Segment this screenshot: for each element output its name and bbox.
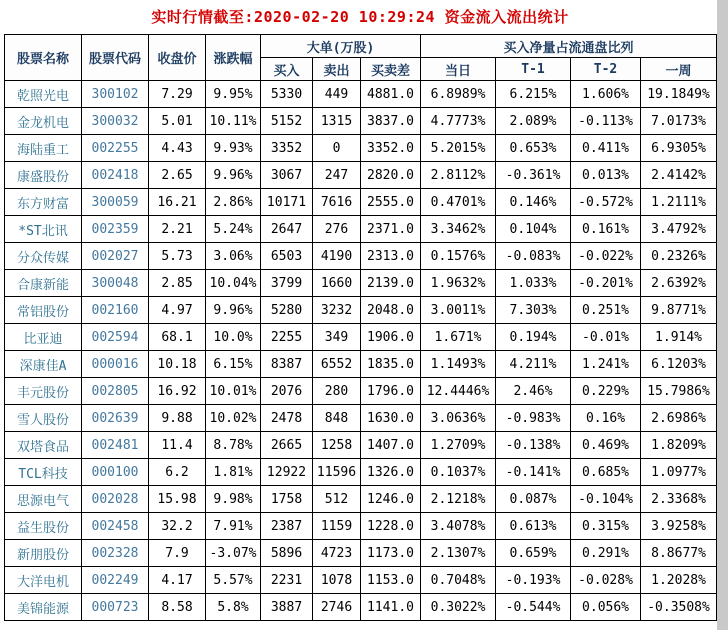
cell-week: 1.8209% bbox=[641, 432, 717, 459]
cell-name: 思源电气 bbox=[5, 486, 82, 513]
cell-code: 300059 bbox=[82, 189, 149, 216]
cell-t1: -0.193% bbox=[496, 567, 571, 594]
cell-t2: 0.056% bbox=[571, 594, 641, 621]
cell-diff: 2139.0 bbox=[361, 270, 421, 297]
cell-name: TCL科技 bbox=[5, 459, 82, 486]
cell-week: 7.0173% bbox=[641, 108, 717, 135]
cell-code: 002805 bbox=[82, 378, 149, 405]
cell-t1: 2.46% bbox=[496, 378, 571, 405]
cell-buy: 3352 bbox=[261, 135, 313, 162]
page-title: 实时行情截至:2020-02-20 10:29:24 资金流入流出统计 bbox=[151, 8, 569, 26]
cell-code: 002481 bbox=[82, 432, 149, 459]
cell-sell: 247 bbox=[313, 162, 361, 189]
header-change-pct: 涨跌幅 bbox=[206, 35, 261, 81]
cell-week: 6.9305% bbox=[641, 135, 717, 162]
cell-t2: 1.606% bbox=[571, 81, 641, 108]
cell-week: 2.3368% bbox=[641, 486, 717, 513]
cell-buy: 2478 bbox=[261, 405, 313, 432]
cell-close: 10.18 bbox=[149, 351, 206, 378]
cell-day: 2.1307% bbox=[421, 540, 496, 567]
cell-code: 002027 bbox=[82, 243, 149, 270]
table-row[interactable] bbox=[5, 513, 717, 540]
cell-change: 9.96% bbox=[206, 162, 261, 189]
cell-close: 2.21 bbox=[149, 216, 206, 243]
cell-name: 益生股份 bbox=[5, 513, 82, 540]
cell-diff: 1796.0 bbox=[361, 378, 421, 405]
cell-t1: 4.211% bbox=[496, 351, 571, 378]
cell-name: 常铝股份 bbox=[5, 297, 82, 324]
stock-table bbox=[4, 34, 717, 621]
cell-day: 0.7048% bbox=[421, 567, 496, 594]
table-row[interactable] bbox=[5, 486, 717, 513]
table-body bbox=[5, 81, 717, 621]
cell-name: *ST北讯 bbox=[5, 216, 82, 243]
table-row[interactable] bbox=[5, 81, 717, 108]
cell-t2: 0.161% bbox=[571, 216, 641, 243]
cell-diff: 1153.0 bbox=[361, 567, 421, 594]
cell-t1: 0.087% bbox=[496, 486, 571, 513]
table-row[interactable] bbox=[5, 459, 717, 486]
cell-week: 2.6392% bbox=[641, 270, 717, 297]
cell-buy: 3067 bbox=[261, 162, 313, 189]
table-row[interactable] bbox=[5, 135, 717, 162]
cell-t1: -0.083% bbox=[496, 243, 571, 270]
cell-t2: 0.013% bbox=[571, 162, 641, 189]
table-row[interactable] bbox=[5, 108, 717, 135]
cell-t1: 0.146% bbox=[496, 189, 571, 216]
cell-buy: 2665 bbox=[261, 432, 313, 459]
cell-change: 9.93% bbox=[206, 135, 261, 162]
cell-t2: -0.113% bbox=[571, 108, 641, 135]
cell-week: 3.9258% bbox=[641, 513, 717, 540]
table-row[interactable] bbox=[5, 378, 717, 405]
header-sell: 卖出 bbox=[313, 58, 361, 81]
cell-buy: 10171 bbox=[261, 189, 313, 216]
cell-close: 4.17 bbox=[149, 567, 206, 594]
cell-name: 金龙机电 bbox=[5, 108, 82, 135]
cell-close: 4.97 bbox=[149, 297, 206, 324]
cell-change: 7.91% bbox=[206, 513, 261, 540]
cell-t2: 0.685% bbox=[571, 459, 641, 486]
cell-close: 5.73 bbox=[149, 243, 206, 270]
cell-t2: -0.022% bbox=[571, 243, 641, 270]
cell-sell: 11596 bbox=[313, 459, 361, 486]
cell-change: 10.11% bbox=[206, 108, 261, 135]
cell-code: 002028 bbox=[82, 486, 149, 513]
cell-close: 2.85 bbox=[149, 270, 206, 297]
cell-sell: 1159 bbox=[313, 513, 361, 540]
cell-sell: 276 bbox=[313, 216, 361, 243]
cell-week: 2.4142% bbox=[641, 162, 717, 189]
table-row[interactable] bbox=[5, 405, 717, 432]
cell-change: 10.04% bbox=[206, 270, 261, 297]
cell-week: 1.2028% bbox=[641, 567, 717, 594]
cell-sell: 1660 bbox=[313, 270, 361, 297]
cell-diff: 3837.0 bbox=[361, 108, 421, 135]
cell-diff: 1326.0 bbox=[361, 459, 421, 486]
cell-week: 8.8677% bbox=[641, 540, 717, 567]
cell-day: 1.9632% bbox=[421, 270, 496, 297]
cell-sell: 1315 bbox=[313, 108, 361, 135]
cell-t2: -0.104% bbox=[571, 486, 641, 513]
cell-t2: 1.241% bbox=[571, 351, 641, 378]
header-group-net-buy-ratio: 买入净量占流通盘比列 bbox=[421, 35, 717, 58]
cell-code: 002594 bbox=[82, 324, 149, 351]
cell-t1: 1.033% bbox=[496, 270, 571, 297]
cell-day: 1.2709% bbox=[421, 432, 496, 459]
cell-name: 大洋电机 bbox=[5, 567, 82, 594]
cell-week: 6.1203% bbox=[641, 351, 717, 378]
header-buy: 买入 bbox=[261, 58, 313, 81]
cell-close: 2.65 bbox=[149, 162, 206, 189]
table-row[interactable] bbox=[5, 270, 717, 297]
cell-t1: 0.653% bbox=[496, 135, 571, 162]
cell-code: 000016 bbox=[82, 351, 149, 378]
header-stock-name: 股票名称 bbox=[5, 35, 82, 81]
cell-sell: 280 bbox=[313, 378, 361, 405]
cell-code: 000100 bbox=[82, 459, 149, 486]
cell-code: 002418 bbox=[82, 162, 149, 189]
cell-close: 16.92 bbox=[149, 378, 206, 405]
cell-day: 3.3462% bbox=[421, 216, 496, 243]
cell-t1: -0.141% bbox=[496, 459, 571, 486]
cell-name: 海陆重工 bbox=[5, 135, 82, 162]
cell-diff: 3352.0 bbox=[361, 135, 421, 162]
cell-buy: 5152 bbox=[261, 108, 313, 135]
cell-day: 0.1037% bbox=[421, 459, 496, 486]
table-row[interactable] bbox=[5, 243, 717, 270]
cell-t1: -0.361% bbox=[496, 162, 571, 189]
cell-day: 4.7773% bbox=[421, 108, 496, 135]
cell-buy: 6503 bbox=[261, 243, 313, 270]
cell-diff: 1630.0 bbox=[361, 405, 421, 432]
cell-buy: 2647 bbox=[261, 216, 313, 243]
cell-t1: 6.215% bbox=[496, 81, 571, 108]
cell-diff: 1835.0 bbox=[361, 351, 421, 378]
cell-buy: 5330 bbox=[261, 81, 313, 108]
cell-code: 300102 bbox=[82, 81, 149, 108]
cell-diff: 1141.0 bbox=[361, 594, 421, 621]
cell-sell: 3232 bbox=[313, 297, 361, 324]
cell-day: 1.1493% bbox=[421, 351, 496, 378]
table-row[interactable] bbox=[5, 432, 717, 459]
cell-diff: 2555.0 bbox=[361, 189, 421, 216]
header-close-price: 收盘价 bbox=[149, 35, 206, 81]
cell-code: 002458 bbox=[82, 513, 149, 540]
cell-day: 12.4446% bbox=[421, 378, 496, 405]
cell-t1: 7.303% bbox=[496, 297, 571, 324]
cell-close: 68.1 bbox=[149, 324, 206, 351]
table-row[interactable] bbox=[5, 189, 717, 216]
header-t2: T-2 bbox=[571, 58, 641, 81]
cell-name: 新朋股份 bbox=[5, 540, 82, 567]
cell-sell: 512 bbox=[313, 486, 361, 513]
cell-t1: -0.544% bbox=[496, 594, 571, 621]
cell-change: 8.78% bbox=[206, 432, 261, 459]
table-row[interactable] bbox=[5, 216, 717, 243]
cell-change: 10.02% bbox=[206, 405, 261, 432]
cell-code: 002328 bbox=[82, 540, 149, 567]
cell-sell: 6552 bbox=[313, 351, 361, 378]
cell-t2: 0.469% bbox=[571, 432, 641, 459]
cell-close: 32.2 bbox=[149, 513, 206, 540]
cell-close: 6.2 bbox=[149, 459, 206, 486]
cell-diff: 1906.0 bbox=[361, 324, 421, 351]
cell-t1: 0.613% bbox=[496, 513, 571, 540]
table-row[interactable] bbox=[5, 324, 717, 351]
cell-t2: 0.16% bbox=[571, 405, 641, 432]
header-stock-code: 股票代码 bbox=[82, 35, 149, 81]
cell-day: 0.1576% bbox=[421, 243, 496, 270]
cell-buy: 3799 bbox=[261, 270, 313, 297]
table-row[interactable] bbox=[5, 351, 717, 378]
cell-close: 7.29 bbox=[149, 81, 206, 108]
cell-week: 9.8771% bbox=[641, 297, 717, 324]
cell-buy: 2255 bbox=[261, 324, 313, 351]
cell-week: -0.3508% bbox=[641, 594, 717, 621]
cell-close: 16.21 bbox=[149, 189, 206, 216]
cell-diff: 2820.0 bbox=[361, 162, 421, 189]
cell-sell: 4190 bbox=[313, 243, 361, 270]
cell-name: 分众传媒 bbox=[5, 243, 82, 270]
cell-diff: 2048.0 bbox=[361, 297, 421, 324]
cell-code: 002249 bbox=[82, 567, 149, 594]
cell-t1: 0.194% bbox=[496, 324, 571, 351]
header-t1: T-1 bbox=[496, 58, 571, 81]
cell-sell: 449 bbox=[313, 81, 361, 108]
cell-sell: 4723 bbox=[313, 540, 361, 567]
cell-sell: 1258 bbox=[313, 432, 361, 459]
cell-week: 15.7986% bbox=[641, 378, 717, 405]
cell-close: 7.9 bbox=[149, 540, 206, 567]
cell-diff: 1173.0 bbox=[361, 540, 421, 567]
cell-day: 0.3022% bbox=[421, 594, 496, 621]
cell-change: 3.06% bbox=[206, 243, 261, 270]
cell-code: 002359 bbox=[82, 216, 149, 243]
cell-t1: 2.089% bbox=[496, 108, 571, 135]
cell-change: 9.98% bbox=[206, 486, 261, 513]
cell-diff: 4881.0 bbox=[361, 81, 421, 108]
cell-change: -3.07% bbox=[206, 540, 261, 567]
cell-change: 5.57% bbox=[206, 567, 261, 594]
cell-change: 5.8% bbox=[206, 594, 261, 621]
cell-name: 美锦能源 bbox=[5, 594, 82, 621]
cell-day: 6.8989% bbox=[421, 81, 496, 108]
cell-change: 5.24% bbox=[206, 216, 261, 243]
cell-change: 6.15% bbox=[206, 351, 261, 378]
cell-day: 3.0011% bbox=[421, 297, 496, 324]
table-header bbox=[5, 35, 717, 81]
cell-name: 比亚迪 bbox=[5, 324, 82, 351]
cell-sell: 848 bbox=[313, 405, 361, 432]
cell-close: 9.88 bbox=[149, 405, 206, 432]
table-row[interactable] bbox=[5, 594, 717, 621]
cell-diff: 2313.0 bbox=[361, 243, 421, 270]
cell-diff: 1246.0 bbox=[361, 486, 421, 513]
cell-change: 2.86% bbox=[206, 189, 261, 216]
cell-diff: 1228.0 bbox=[361, 513, 421, 540]
cell-sell: 2746 bbox=[313, 594, 361, 621]
cell-t2: 0.251% bbox=[571, 297, 641, 324]
cell-week: 0.2326% bbox=[641, 243, 717, 270]
cell-t2: -0.201% bbox=[571, 270, 641, 297]
header-buy-sell-diff: 买卖差 bbox=[361, 58, 421, 81]
cell-change: 9.95% bbox=[206, 81, 261, 108]
header-group-big-orders: 大单(万股) bbox=[261, 35, 421, 58]
cell-name: 丰元股份 bbox=[5, 378, 82, 405]
cell-day: 2.8112% bbox=[421, 162, 496, 189]
cell-code: 300032 bbox=[82, 108, 149, 135]
cell-diff: 2371.0 bbox=[361, 216, 421, 243]
cell-sell: 7616 bbox=[313, 189, 361, 216]
header-day: 当日 bbox=[421, 58, 496, 81]
cell-week: 1.2111% bbox=[641, 189, 717, 216]
cell-name: 康盛股份 bbox=[5, 162, 82, 189]
cell-week: 2.6986% bbox=[641, 405, 717, 432]
table-row[interactable] bbox=[5, 297, 717, 324]
cell-sell: 349 bbox=[313, 324, 361, 351]
cell-t2: -0.01% bbox=[571, 324, 641, 351]
cell-t2: -0.028% bbox=[571, 567, 641, 594]
table-row[interactable] bbox=[5, 567, 717, 594]
cell-name: 深康佳A bbox=[5, 351, 82, 378]
table-row[interactable] bbox=[5, 162, 717, 189]
cell-t1: 0.104% bbox=[496, 216, 571, 243]
cell-name: 东方财富 bbox=[5, 189, 82, 216]
cell-t1: -0.138% bbox=[496, 432, 571, 459]
cell-day: 2.1218% bbox=[421, 486, 496, 513]
cell-sell: 1078 bbox=[313, 567, 361, 594]
cell-code: 300048 bbox=[82, 270, 149, 297]
cell-week: 1.0977% bbox=[641, 459, 717, 486]
cell-close: 11.4 bbox=[149, 432, 206, 459]
cell-buy: 5896 bbox=[261, 540, 313, 567]
cell-close: 4.43 bbox=[149, 135, 206, 162]
cell-week: 1.914% bbox=[641, 324, 717, 351]
cell-t2: 0.229% bbox=[571, 378, 641, 405]
cell-t2: -0.572% bbox=[571, 189, 641, 216]
cell-buy: 5280 bbox=[261, 297, 313, 324]
cell-buy: 2231 bbox=[261, 567, 313, 594]
cell-day: 3.4078% bbox=[421, 513, 496, 540]
cell-buy: 12922 bbox=[261, 459, 313, 486]
cell-buy: 1758 bbox=[261, 486, 313, 513]
cell-name: 雪人股份 bbox=[5, 405, 82, 432]
cell-code: 000723 bbox=[82, 594, 149, 621]
cell-code: 002255 bbox=[82, 135, 149, 162]
cell-buy: 2387 bbox=[261, 513, 313, 540]
cell-close: 5.01 bbox=[149, 108, 206, 135]
cell-name: 乾照光电 bbox=[5, 81, 82, 108]
cell-close: 8.58 bbox=[149, 594, 206, 621]
cell-change: 10.01% bbox=[206, 378, 261, 405]
cell-change: 10.0% bbox=[206, 324, 261, 351]
cell-code: 002160 bbox=[82, 297, 149, 324]
cell-sell: 0 bbox=[313, 135, 361, 162]
cell-day: 1.671% bbox=[421, 324, 496, 351]
header-week: 一周 bbox=[641, 58, 717, 81]
cell-close: 15.98 bbox=[149, 486, 206, 513]
cell-week: 3.4792% bbox=[641, 216, 717, 243]
cell-diff: 1407.0 bbox=[361, 432, 421, 459]
cell-buy: 2076 bbox=[261, 378, 313, 405]
cell-name: 双塔食品 bbox=[5, 432, 82, 459]
cell-t2: 0.315% bbox=[571, 513, 641, 540]
cell-buy: 3887 bbox=[261, 594, 313, 621]
cell-buy: 8387 bbox=[261, 351, 313, 378]
cell-day: 5.2015% bbox=[421, 135, 496, 162]
cell-t1: -0.983% bbox=[496, 405, 571, 432]
cell-code: 002639 bbox=[82, 405, 149, 432]
cell-name: 合康新能 bbox=[5, 270, 82, 297]
cell-day: 3.0636% bbox=[421, 405, 496, 432]
cell-change: 1.81% bbox=[206, 459, 261, 486]
cell-t2: 0.411% bbox=[571, 135, 641, 162]
cell-day: 0.4701% bbox=[421, 189, 496, 216]
cell-t1: 0.659% bbox=[496, 540, 571, 567]
cell-t2: 0.291% bbox=[571, 540, 641, 567]
table-row[interactable] bbox=[5, 540, 717, 567]
cell-change: 9.96% bbox=[206, 297, 261, 324]
cell-week: 19.1849% bbox=[641, 81, 717, 108]
